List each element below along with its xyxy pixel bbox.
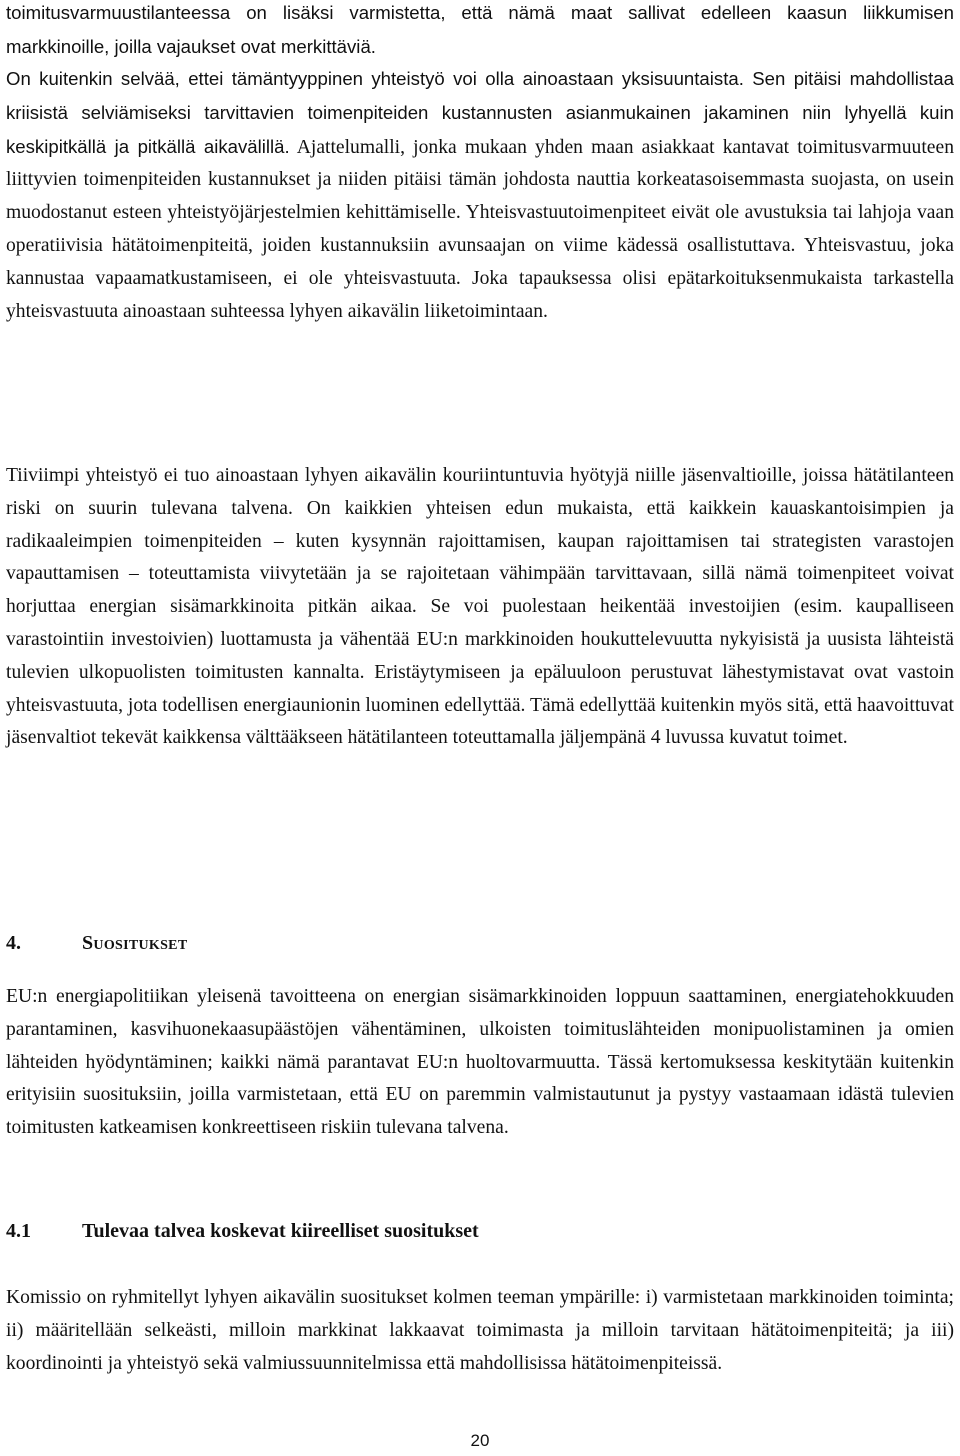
section-number: 4. <box>6 932 21 954</box>
subsection-heading <box>6 1218 479 1244</box>
paragraph-solidarity-costs <box>6 63 954 328</box>
section-heading <box>6 930 187 956</box>
subsection-number: 4.1 <box>6 1220 31 1242</box>
paragraph-text: toimitusvarmuustilanteessa on lisäksi varmistetta, että nämä maat sallivat edelleen kaasun liikkumisen markkinoille, joilla vajaukset ovat merkittäviä. <box>6 2 954 57</box>
paragraph-short-term-recommendations <box>6 1282 954 1380</box>
paragraph-text-sans: On kuitenkin selvää, ettei tämäntyyppinen yhteistyö voi olla ainoastaan yksisuuntaista. Sen pitäisi mahdollistaa kriisistä selviämiseksi tarvittavien toimenpiteiden kustannusten asianmukainen jakaminen niin lyhyellä kuin keskipitkällä ja pitkällä aikavälillä. <box>6 68 954 157</box>
paragraph-text: Tiiviimpi yhteistyö ei tuo ainoastaan lyhyen aikavälin kouriintuntuvia hyötyjä niille jäsenvaltioille, joissa hätätilanteen riski on suurin tulevana talvena. On kaikkien yhteisen edun mukaista, että kaikkein kauaskantoisimpien ja radikaaleimpien toimenpiteiden – kuten kysynnän rajoittamisen, kaupan rajoittamisen tai strategisten varastojen vapauttamisen – toteuttamista viivytetään ja se rajoitetaan vähimpään tarvittavaan, sillä nämä toimenpiteet voivat horjuttaa energian sisämarkkinoita pitkän aikaa. Se voi puolestaan heikentää investoijien (esim. kaupalliseen varastointiin investoivien) luottamusta ja vähentää EU:n markkinoiden houkuttelevuutta nykyisistä ja uusista lähteistä tulevien ulkopuolisten toimitusten kannalta. Eristäytymiseen ja epäluuloon perustuvat lähestymistavat ovat vastoin yhteisvastuuta, jota todellisen energiaunionin luominen edellyttää. Tämä edellyttää kuitenkin myös sitä, että haavoittuvat jäsenvaltiot tekevät kaikkensa välttääkseen hätätilanteen toteuttamalla jäljempänä 4 luvussa kuvatut toimet. <box>6 465 954 749</box>
subsection-title: Tulevaa talvea koskevat kiireelliset suositukset <box>82 1220 479 1242</box>
paragraph-text-serif: Ajattelumalli, jonka mukaan yhden maan asiakkaat kantavat toimitusvarmuuteen liittyvien toimenpiteiden kustannukset ja niiden pitäisi tämän johdosta nauttia korkeatasoisemmasta suojasta, on usein muodostanut esteen yhteistyöjärjestelmien kehittämiselle. Yhteisvastuutoimenpiteet eivät ole avustuksia tai lahjoja vaan operatiivisia hätätoimenpiteitä, joiden kustannuksiin avunsaajan on viime kädessä osallistuttava. Yhteisvastuu, joka kannustaa vapaamatkustamiseen, ei ole yhteisvastuuta. Joka tapauksessa olisi epätarkoituksenmukaista tarkastella yhteisvastuuta ainoastaan suhteessa lyhyen aikavälin liiketoimintaan. <box>6 136 954 322</box>
paragraph-closer-cooperation <box>6 460 954 755</box>
section-title: Suositukset <box>82 932 188 954</box>
paragraph-text: Komissio on ryhmitellyt lyhyen aikavälin suositukset kolmen teeman ympärille: i) varmistetaan markkinoiden toiminta; ii) määritellään selkeästi, milloin markkinat lakkaavat toimimasta ja milloin tarvitaan hätätoimenpiteitä; ja iii) koordinointi ja yhteistyö sekä valmiussuunnitelmissa että mahdollisissa hätätoimenpiteissä. <box>6 1287 954 1374</box>
page-number: 20 <box>470 1431 490 1450</box>
paragraph-energy-policy <box>6 981 954 1145</box>
paragraph-supply-security <box>6 0 954 65</box>
paragraph-text: EU:n energiapolitiikan yleisenä tavoitteena on energian sisämarkkinoiden loppuun saattaminen, energiatehokkuuden parantaminen, kasvihuonekaasupäästöjen vähentäminen, ulkoisten toimituslähteiden monipuolistaminen ja omien lähteiden hyödyntäminen; kaikki nämä parantavat EU:n huoltovarmuutta. Tässä kertomuksessa keskitytään kuitenkin erityisiin suosituksiin, joilla varmistetaan, että EU on paremmin valmistautunut ja pystyy vastaamaan idästä tulevien toimitusten katkeamisen konkreettiseen riskiin tulevana talvena. <box>6 986 954 1139</box>
